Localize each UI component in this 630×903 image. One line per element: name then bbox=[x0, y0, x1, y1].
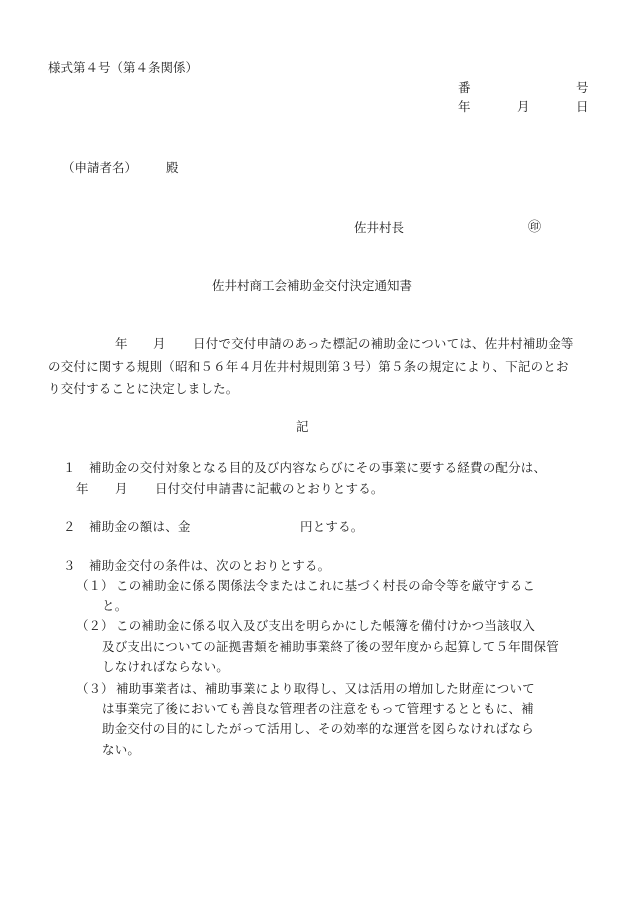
item2-number: ２ bbox=[63, 519, 76, 534]
ki-heading: 記 bbox=[296, 419, 309, 434]
item3-text: 補助金交付の条件は、次のとおりとする。 bbox=[89, 558, 331, 573]
item1-year: 年 bbox=[76, 481, 89, 496]
body-line2: の交付に関する規則（昭和５６年４月佐井村規則第３号）第５条の規定により、下記のとお bbox=[48, 359, 569, 374]
sub1-number: （１） bbox=[76, 578, 114, 593]
item2-yen: 円とする。 bbox=[300, 519, 364, 534]
body-line3: り交付することに決定しました。 bbox=[48, 381, 239, 396]
sub2-number: （２） bbox=[76, 618, 114, 633]
sub2-line1: この補助金に係る収入及び支出を明らかにした帳簿を備付けかつ当該収入 bbox=[116, 618, 536, 633]
document-title: 佐井村商工会補助金交付決定通知書 bbox=[212, 278, 413, 293]
sub3-line1: 補助事業者は、補助事業により取得し、又は活用の増加した財産について bbox=[116, 681, 535, 696]
date-day-label: 日 bbox=[576, 99, 589, 114]
body-line1-month: 月 bbox=[153, 336, 166, 351]
applicant-name-label: （申請者名） bbox=[62, 160, 138, 175]
seal-mark: ㊞ bbox=[528, 220, 542, 235]
sub1-line2: と。 bbox=[102, 598, 128, 613]
item1-line1: 補助金の交付対象となる目的及び内容ならびにその事業に要する経費の配分は、 bbox=[89, 460, 547, 475]
date-year-label: 年 bbox=[458, 99, 471, 114]
sender-mayor: 佐井村長 bbox=[354, 220, 405, 235]
sub1-line1: この補助金に係る関係法令またはこれに基づく村長の命令等を厳守するこ bbox=[116, 578, 536, 593]
sub3-line3: 助金交付の目的にしたがって活用し、その効率的な運営を図らなければなら bbox=[102, 721, 534, 736]
sub3-line4: ない。 bbox=[102, 742, 141, 757]
number-label: 番 bbox=[458, 80, 471, 95]
item1-number: １ bbox=[63, 460, 76, 475]
item2-text: 補助金の額は、金 bbox=[89, 519, 191, 534]
sub2-line2: 及び支出についての証拠書類を補助事業終了後の翌年度から起算して５年間保管 bbox=[102, 639, 559, 654]
date-month-label: 月 bbox=[517, 99, 530, 114]
sub2-line3: しなければならない。 bbox=[102, 659, 230, 674]
item1-month: 月 bbox=[115, 481, 128, 496]
item3-number: ３ bbox=[63, 558, 76, 573]
body-line1-year: 年 bbox=[115, 336, 128, 351]
sub3-line2: は事業完了後においても善良な管理者の注意をもって管理するとともに、補 bbox=[102, 701, 534, 716]
body-line1: 日付で交付申請のあった標記の補助金については、佐井村補助金等 bbox=[193, 336, 574, 351]
sub3-number: （３） bbox=[76, 681, 114, 696]
item1-line2: 日付交付申請書に記載のとおりとする。 bbox=[155, 481, 384, 496]
honorific-dono: 殿 bbox=[166, 160, 179, 175]
number-suffix: 号 bbox=[576, 80, 589, 95]
form-label: 様式第４号（第４条関係） bbox=[48, 60, 199, 75]
